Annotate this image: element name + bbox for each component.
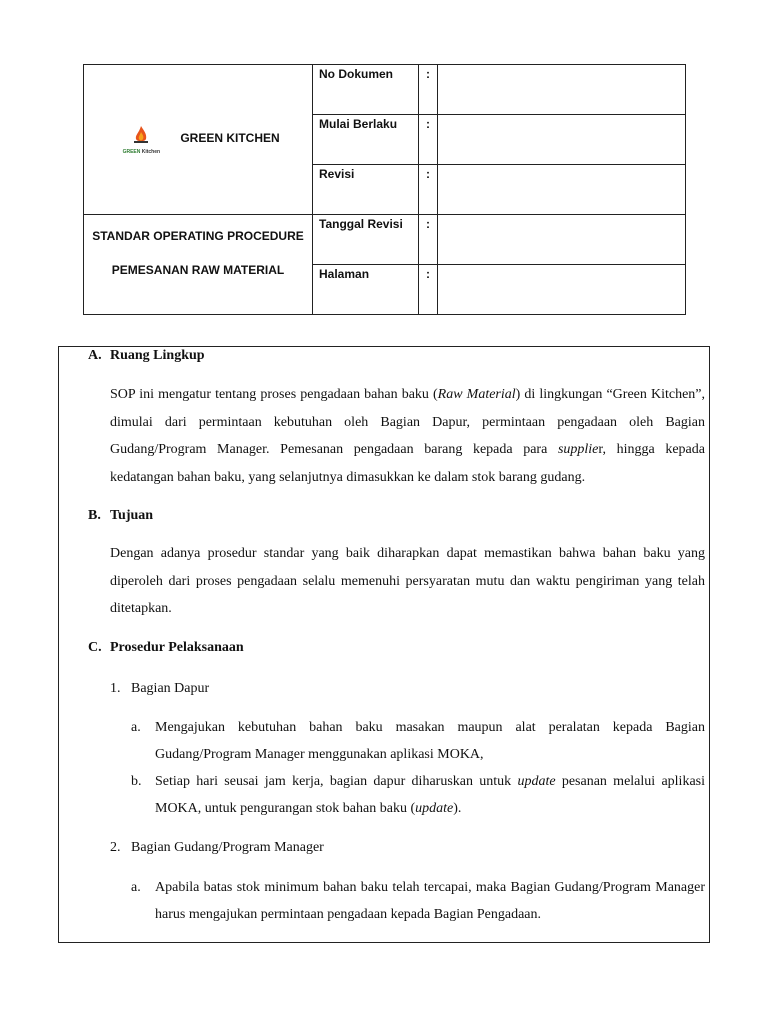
item-1b-italic-1: update bbox=[517, 774, 556, 789]
field-label-revisi: Revisi bbox=[313, 165, 419, 215]
field-value-halaman bbox=[438, 265, 686, 315]
field-value-revisi bbox=[438, 165, 686, 215]
procedure-item-2: 2. Bagian Gudang/Program Manager bbox=[110, 840, 324, 855]
procedure-item-1a bbox=[131, 714, 705, 768]
item-1b-text-3: ). bbox=[453, 801, 462, 816]
field-value-mulai-berlaku bbox=[438, 115, 686, 165]
section-a-heading bbox=[88, 348, 205, 364]
sop-title-cell bbox=[84, 215, 313, 315]
section-a-number: A. bbox=[88, 348, 102, 363]
logo-text-dark: Kitchen bbox=[141, 148, 161, 155]
section-a-italic-1: Raw Material bbox=[437, 387, 516, 402]
section-c-heading bbox=[88, 640, 244, 656]
procedure-item-2a bbox=[131, 874, 705, 928]
section-a-text-2: ) di lingkungan “Green Kitchen”, dimulai dari permintaan kebutuhan oleh Bagian Dapur, permintaan pengadaan oleh Bagian Gudang/Program Manager. Pemesanan pengadaan barang kepada para bbox=[110, 387, 706, 457]
item-1b-italic-2: update bbox=[415, 801, 454, 816]
field-colon: : bbox=[419, 215, 438, 265]
field-label-halaman: Halaman bbox=[313, 265, 419, 315]
document-header-table bbox=[83, 64, 686, 315]
section-b-number: B. bbox=[88, 508, 101, 523]
section-a-italic-2: supplie bbox=[557, 442, 599, 457]
field-colon: : bbox=[419, 165, 438, 215]
section-a-text-1: SOP ini mengatur tentang proses pengadaan bahan baku ( bbox=[110, 387, 438, 402]
field-colon: : bbox=[419, 265, 438, 315]
item-1b-text-2: pesanan melalui aplikasi MOKA, untuk pengurangan stok bahan baku ( bbox=[155, 774, 705, 816]
section-b-title: Tujuan bbox=[110, 508, 154, 523]
item-1b-label: b. bbox=[131, 774, 142, 789]
item-1a-text: Mengajukan kebutuhan bahan baku masakan maupun alat peralatan kepada Bagian Gudang/Program Manager menggunakan aplikasi MOKA, bbox=[155, 720, 705, 762]
field-colon: : bbox=[419, 65, 438, 115]
section-c-number: C. bbox=[88, 640, 102, 655]
sop-title-line2: PEMESANAN RAW MATERIAL bbox=[111, 263, 285, 277]
procedure-item-1: 1. Bagian Dapur bbox=[110, 681, 210, 696]
item-1b-text-1: Setiap hari seusai jam kerja, bagian dapur diharuskan untuk bbox=[155, 774, 518, 789]
item-2a-label: a. bbox=[131, 880, 141, 895]
field-value-tanggal-revisi bbox=[438, 215, 686, 265]
logo-text-green: GREEN bbox=[122, 148, 141, 155]
green-kitchen-logo bbox=[116, 125, 166, 155]
company-cell bbox=[84, 65, 313, 215]
section-a-paragraph bbox=[110, 381, 705, 491]
item-2a-text: Apabila batas stok minimum bahan baku telah tercapai, maka Bagian Gudang/Program Manager harus mengajukan permintaan pengadaan kepada Bagian Pengadaan. bbox=[155, 880, 705, 922]
field-label-mulai-berlaku: Mulai Berlaku bbox=[313, 115, 419, 165]
field-label-tanggal-revisi: Tanggal Revisi bbox=[313, 215, 419, 265]
item-1a-label: a. bbox=[131, 720, 141, 735]
section-a-text-3: r, hingga kepada kedatangan bahan baku, yang selanjutnya dimasukkan ke dalam stok barang gudang. bbox=[110, 442, 705, 485]
field-value-no-dokumen bbox=[438, 65, 686, 115]
section-a-title: Ruang Lingkup bbox=[110, 348, 205, 363]
sop-title-line1: STANDAR OPERATING PROCEDURE bbox=[92, 229, 304, 243]
section-b-paragraph: Dengan adanya prosedur standar yang baik diharapkan dapat memastikan bahwa bahan baku yang diperoleh dari proses pengadaan selalu memenuhi persyaratan mutu dan waktu pengiriman yang telah ditetapkan. bbox=[110, 546, 705, 616]
flame-icon bbox=[116, 125, 166, 149]
sop-content-box bbox=[58, 346, 710, 943]
section-c-title: Prosedur Pelaksanaan bbox=[110, 640, 244, 655]
section-b-heading bbox=[88, 508, 153, 524]
field-label-no-dokumen: No Dokumen bbox=[313, 65, 419, 115]
procedure-item-1b bbox=[131, 768, 705, 822]
company-name: GREEN KITCHEN bbox=[180, 130, 280, 145]
field-colon: : bbox=[419, 115, 438, 165]
